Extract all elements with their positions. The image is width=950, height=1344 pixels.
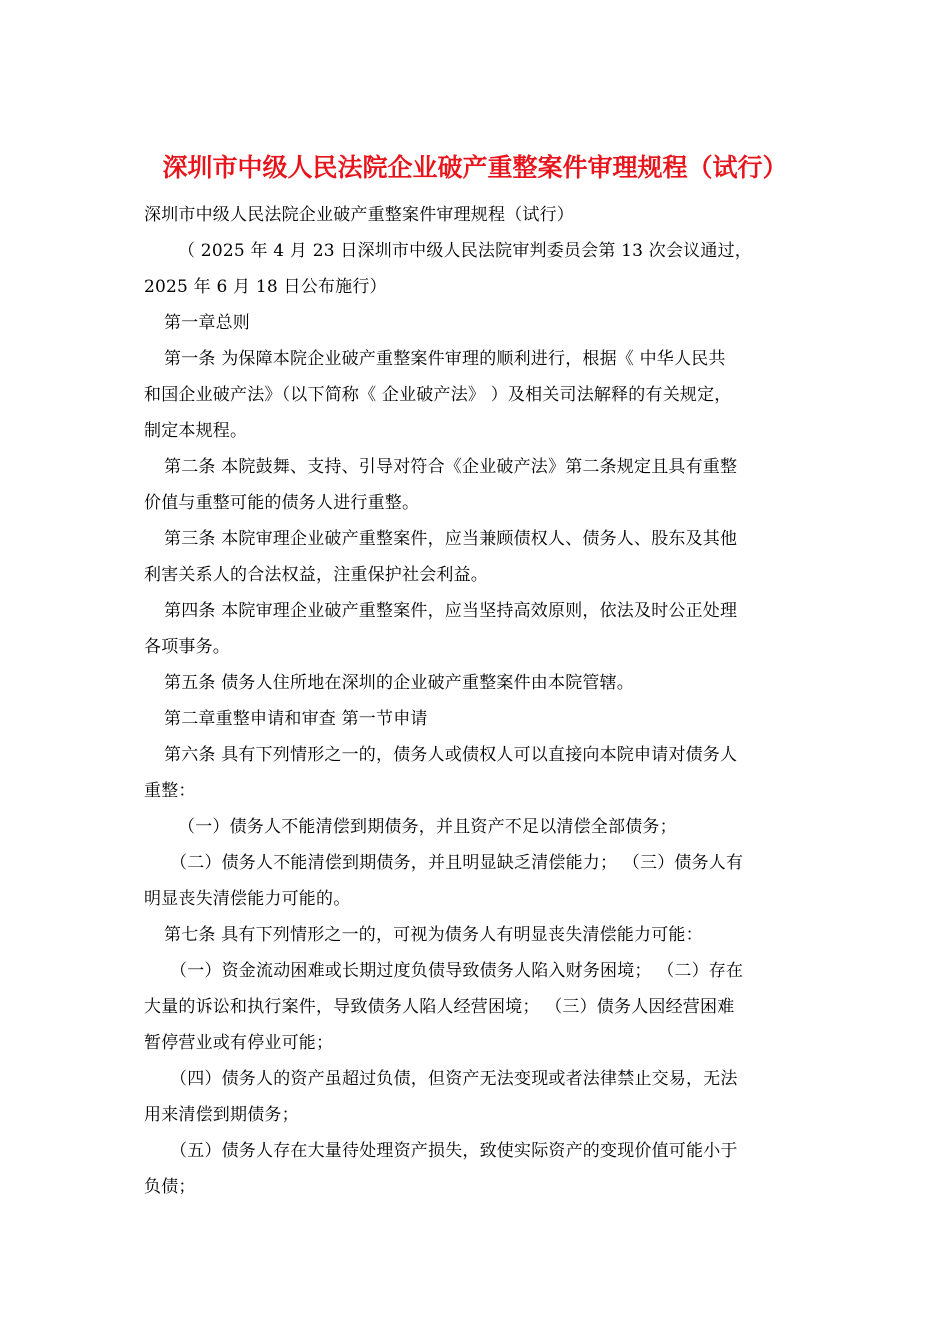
list-item: （五）债务人存在大量待处理资产损失，致使实际资产的变现价值可能小于 — [170, 1141, 738, 1161]
body-line: 深圳市中级人民法院企业破产重整案件审理规程（试行） — [144, 205, 574, 225]
list-item: （四）债务人的资产虽超过负债，但资产无法变现或者法律禁止交易，无法 — [170, 1069, 738, 1089]
body-line: 制定本规程。 — [144, 421, 248, 441]
article-line: 第五条 债务人住所地在深圳的企业破产重整案件由本院管辖。 — [164, 673, 635, 693]
body-line: 用来清偿到期债务； — [144, 1105, 299, 1125]
chapter-heading: 第二章重整申请和审查 第一节申请 — [164, 709, 428, 729]
body-line: 负债； — [144, 1177, 196, 1197]
list-item: （一）债务人不能清偿到期债务，并且资产不足以清偿全部债务； — [178, 817, 677, 837]
body-line: 明显丧失清偿能力可能的。 — [144, 889, 351, 909]
article-line: 第一条 为保障本院企业破产重整案件审理的顺利进行，根据《 中华人民共 — [164, 349, 726, 369]
article-line: 第三条 本院审理企业破产重整案件，应当兼顾债权人、债务人、股东及其他 — [164, 529, 738, 549]
body-line: 暂停营业或有停业可能； — [144, 1033, 334, 1053]
body-line: 价值与重整可能的债务人进行重整。 — [144, 493, 420, 513]
body-line: 和国企业破产法》（以下简称《 企业破产法》 ）及相关司法解释的有关规定， — [144, 385, 732, 405]
article-line: 第七条 具有下列情形之一的，可视为债务人有明显丧失清偿能力可能： — [164, 925, 703, 945]
list-item: （一）资金流动困难或长期过度负债导致债务人陷入财务困境； （二）存在 — [170, 961, 744, 981]
list-item: （二）债务人不能清偿到期债务，并且明显缺乏清偿能力； （三）债务人有 — [170, 853, 744, 873]
body-line: 各项事务。 — [144, 637, 230, 657]
body-line: 利害关系人的合法权益，注重保护社会利益。 — [144, 565, 488, 585]
article-line: 第六条 具有下列情形之一的，债务人或债权人可以直接向本院申请对债务人 — [164, 745, 738, 765]
document-body — [144, 197, 810, 1205]
body-line: （ 2025 年 4 月 23 日深圳市中级人民法院审判委员会第 13 次会议通过， — [178, 241, 752, 261]
chapter-heading: 第一章总则 — [164, 313, 250, 333]
body-line: 2025 年 6 月 18 日公布施行） — [144, 277, 387, 297]
document-title: 深圳市中级人民法院企业破产重整案件审理规程（试行） — [162, 153, 788, 182]
body-line: 重整： — [144, 781, 196, 801]
body-line: 大量的诉讼和执行案件，导致债务人陷人经营困境； （三）债务人因经营困难 — [144, 997, 735, 1017]
article-line: 第二条 本院鼓舞、支持、引导对符合《企业破产法》第二条规定且具有重整 — [164, 457, 738, 477]
article-line: 第四条 本院审理企业破产重整案件，应当坚持高效原则，依法及时公正处理 — [164, 601, 738, 621]
